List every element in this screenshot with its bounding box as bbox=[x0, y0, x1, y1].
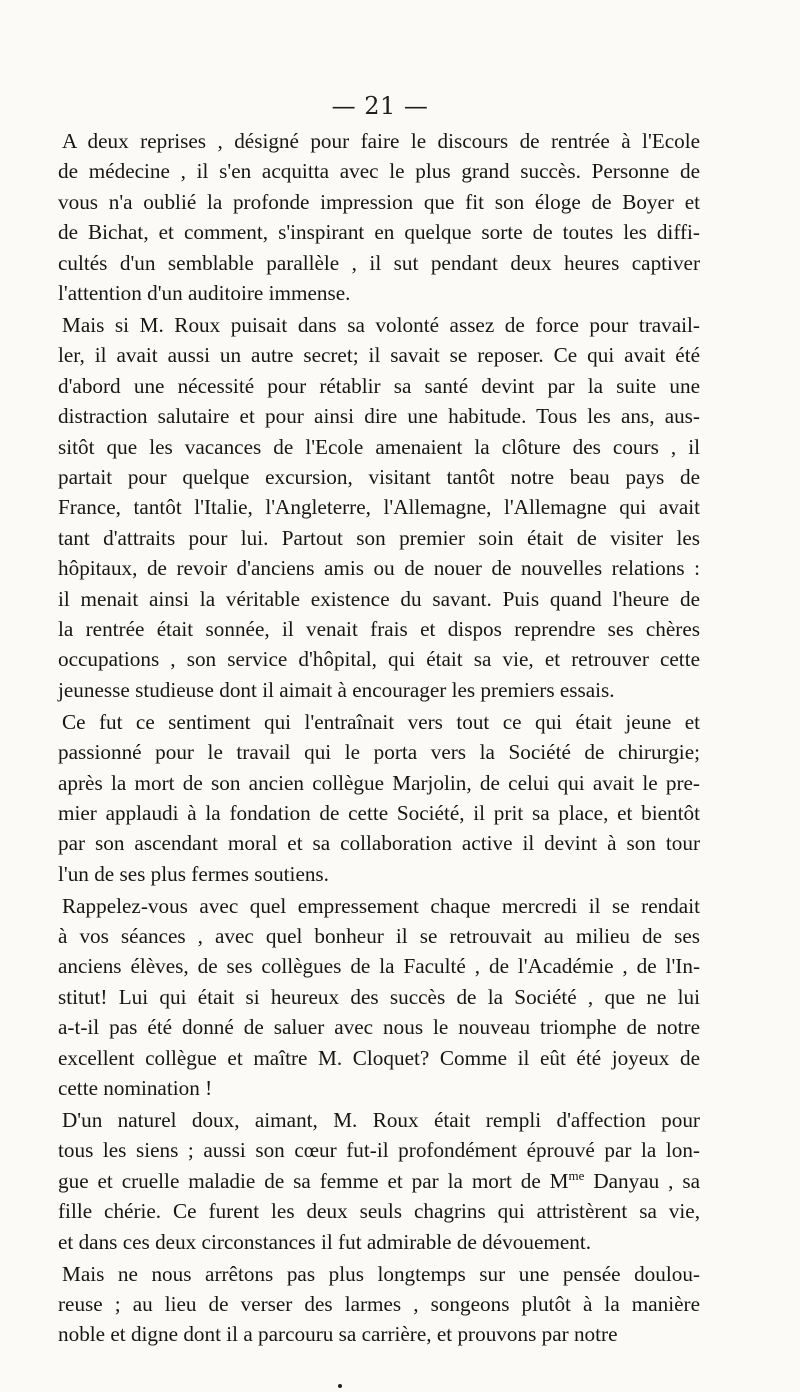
text-line: Ce fut ce sentiment qui l'entraînait vers tout ce qui était jeune et bbox=[62, 709, 700, 734]
text-line: cultés d'un semblable parallèle , il sut pendant deux heures captiver bbox=[58, 250, 700, 275]
text-line: mier applaudi à la fondation de cette Société, il prit sa place, et bientôt bbox=[58, 800, 700, 825]
text-line: partait pour quelque excursion, visitant tantôt notre beau pays de bbox=[58, 464, 700, 489]
text-line: par son ascendant moral et sa collaboration active il devint à son tour bbox=[58, 831, 700, 856]
text-line: fille chérie. Ce furent les deux seuls chagrins qui attristèrent sa vie, bbox=[58, 1199, 700, 1224]
text-line: a-t-il pas été donné de saluer avec nous le nouveau triomphe de notre bbox=[58, 1015, 700, 1040]
paragraph bbox=[58, 126, 700, 308]
body-text bbox=[58, 126, 700, 1350]
text-line: et dans ces deux circonstances il fut admirable de dévouement. bbox=[58, 1229, 592, 1254]
text-line: vous n'a oublié la profonde impression que fit son éloge de Boyer et bbox=[58, 189, 700, 214]
text-line: Mais ne nous arrêtons pas plus longtemps sur une pensée doulou- bbox=[62, 1261, 700, 1286]
text-line: il menait ainsi la véritable existence du savant. Puis quand l'heure de bbox=[58, 586, 700, 611]
text-line: d'abord une nécessité pour rétablir sa santé devint par la suite une bbox=[58, 373, 700, 398]
text-line: Mais si M. Roux puisait dans sa volonté assez de force pour travail- bbox=[62, 312, 700, 337]
paragraph bbox=[58, 707, 700, 889]
text-line: de Bichat, et comment, s'inspirant en quelque sorte de toutes les diffi- bbox=[58, 220, 700, 245]
text-line: après la mort de son ancien collègue Marjolin, de celui qui avait le pre- bbox=[58, 770, 700, 795]
text-line: l'un de ses plus fermes soutiens. bbox=[58, 861, 329, 886]
text-line: jeunesse studieuse dont il aimait à encourager les premiers essais. bbox=[58, 677, 615, 702]
text-line: reuse ; au lieu de verser des larmes , songeons plutôt à la manière bbox=[58, 1291, 700, 1316]
text-line: tant d'attraits pour lui. Partout son premier soin était de visiter les bbox=[58, 525, 700, 550]
text-line: la rentrée était sonnée, il venait frais et dispos reprendre ses chères bbox=[58, 617, 700, 641]
text-line: D'un naturel doux, aimant, M. Roux était rempli d'affection pour bbox=[62, 1108, 700, 1132]
text-line: France, tantôt l'Italie, l'Angleterre, l'Allemagne, l'Allemagne qui avait bbox=[58, 495, 700, 520]
paragraph bbox=[58, 310, 700, 705]
paragraph bbox=[58, 1105, 700, 1257]
text-line: à vos séances , avec quel bonheur il se retrouvait au milieu de ses bbox=[58, 924, 700, 949]
print-speck bbox=[338, 1384, 342, 1388]
text-line: noble et digne dont il a parcouru sa carrière, et prouvons par notre bbox=[58, 1322, 618, 1347]
text-line: A deux reprises , désigné pour faire le discours de rentrée à l'Ecole bbox=[62, 129, 700, 153]
text-line: stitut! Lui qui était si heureux des succès de la Société , que ne lui bbox=[58, 984, 700, 1009]
text-line: ler, il avait aussi un autre secret; il savait se reposer. Ce qui avait été bbox=[58, 343, 700, 368]
paragraph bbox=[58, 1259, 700, 1350]
text-line: l'attention d'un auditoire immense. bbox=[58, 281, 351, 306]
text-line: hôpitaux, de revoir d'anciens amis ou de nouer de nouvelles relations : bbox=[58, 556, 700, 581]
text-line: Rappelez-vous avec quel empressement chaque mercredi il se rendait bbox=[62, 893, 700, 918]
paragraph bbox=[58, 891, 700, 1104]
page-number: — 21 — bbox=[331, 92, 429, 120]
text-line: tous les siens ; aussi son cœur fut-il profondément éprouvé par la lon- bbox=[58, 1138, 700, 1163]
text-line: anciens élèves, de ses collègues de la Faculté , de l'Académie , de l'In- bbox=[58, 954, 700, 979]
text-line: excellent collègue et maître M. Cloquet? Comme il eût été joyeux de bbox=[58, 1045, 700, 1070]
text-line: passionné pour le travail qui le porta vers la Société de chirurgie; bbox=[58, 740, 700, 765]
text-line: cette nomination ! bbox=[58, 1076, 213, 1101]
text-line: gue et cruelle maladie de sa femme et par la mort de $M^{me}$ Danyau , sa bbox=[58, 1167, 700, 1193]
text-line: sitôt que les vacances de l'Ecole amenaient la clôture des cours , il bbox=[58, 434, 700, 459]
text-line: occupations , son service d'hôpital, qui était sa vie, et retrouver cette bbox=[58, 647, 700, 672]
text-line: distraction salutaire et pour ainsi dire une habitude. Tous les ans, aus- bbox=[58, 404, 700, 429]
text-line: de médecine , il s'en acquitta avec le plus grand succès. Personne de bbox=[58, 159, 700, 184]
